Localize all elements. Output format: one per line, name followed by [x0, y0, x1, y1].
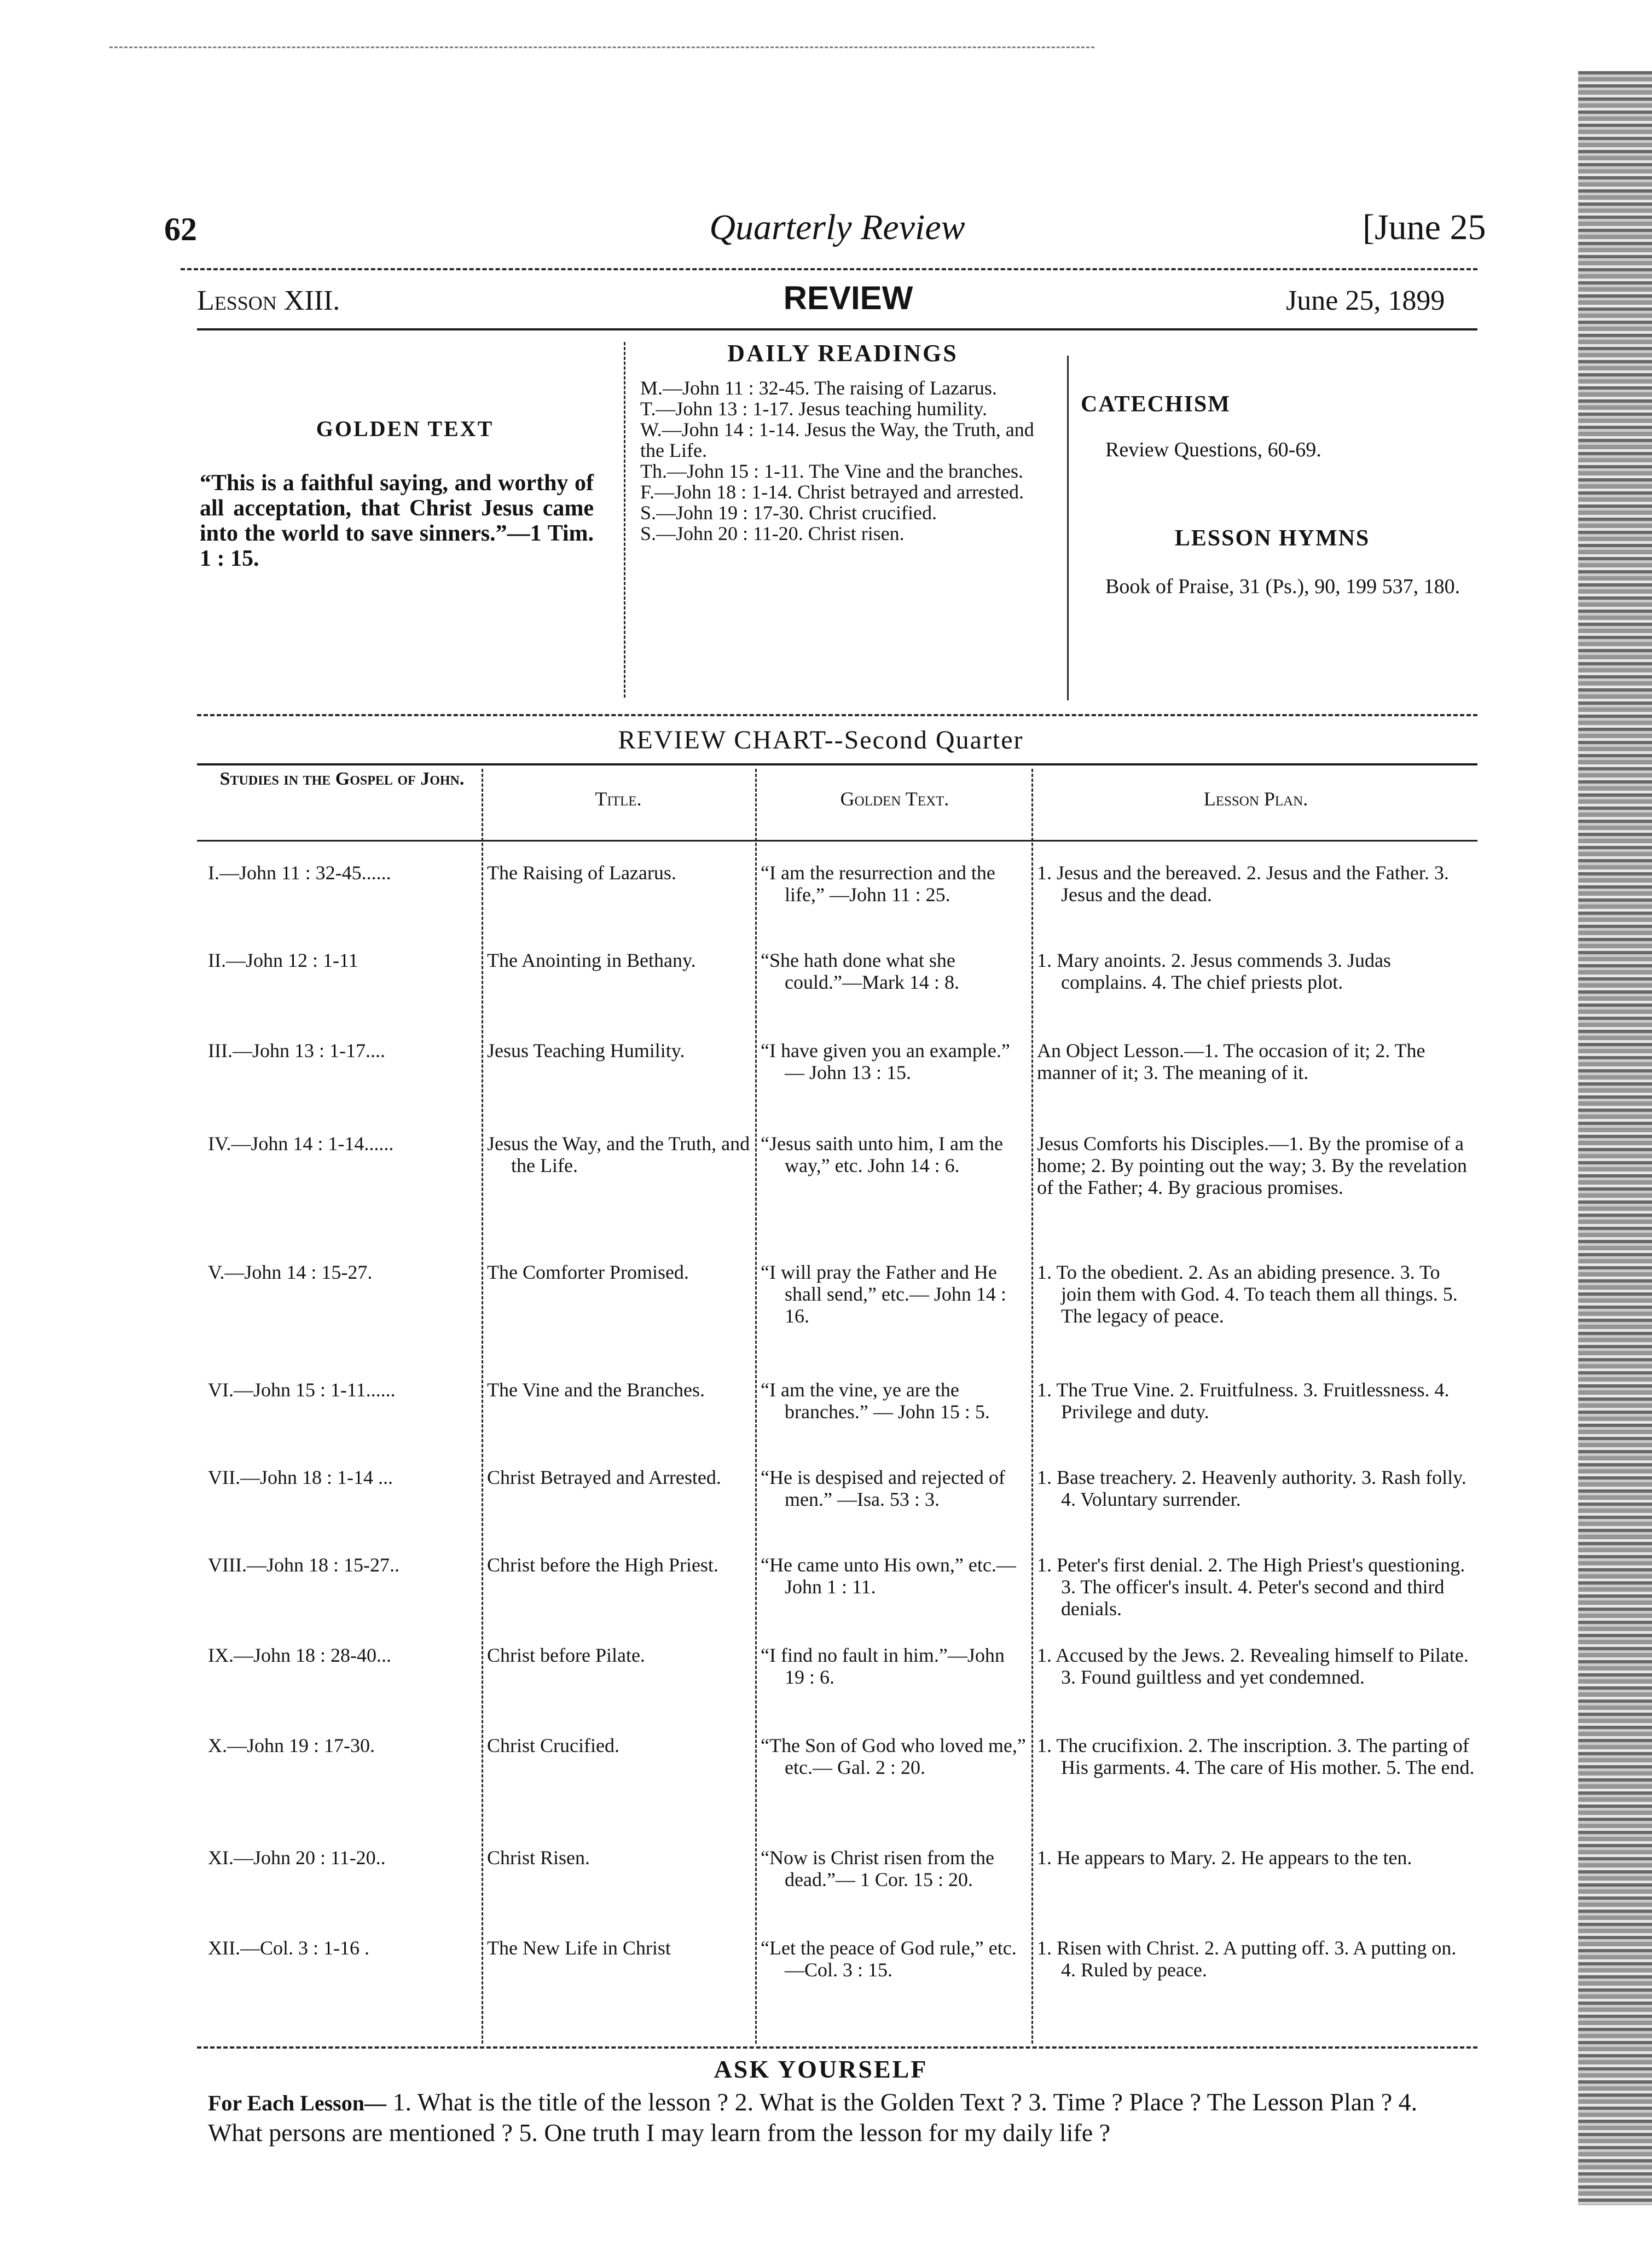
row-golden: “I find no fault in him.”—John 19 : 6. — [761, 1644, 1005, 1688]
row-plan: 1. Base treachery. 2. Heavenly authority. 3. Rash folly. 4. Voluntary surrender. — [1037, 1466, 1466, 1510]
row-title: Christ Risen. — [487, 1847, 590, 1869]
col-header-title: Title. — [595, 788, 642, 810]
row-golden: “He came unto His own,” etc.— John 1 : 11. — [761, 1554, 1016, 1598]
divider-readings-right — [1067, 356, 1069, 700]
row-study: I.—John 11 : 32-45...... — [208, 862, 391, 884]
row-title: Christ Betrayed and Arrested. — [487, 1466, 721, 1488]
row-golden: “I will pray the Father and He shall send,” etc.— John 14 : 16. — [761, 1261, 1006, 1327]
lesson-title: REVIEW — [783, 280, 913, 316]
chart-col-divider-1 — [482, 769, 483, 2044]
row-plan: An Object Lesson.—1. The occasion of it; 2. The manner of it; 3. The meaning of it. — [1037, 1040, 1425, 1083]
row-study: VII.—John 18 : 1-14 ... — [208, 1466, 393, 1488]
row-golden: “She hath done what she could.”—Mark 14 : 8. — [761, 949, 959, 993]
row-plan: 1. Jesus and the bereaved. 2. Jesus and the Father. 3. Jesus and the dead. — [1037, 862, 1449, 906]
row-plan: 1. Mary anoints. 2. Jesus commends 3. Judas complains. 4. The chief priests plot. — [1037, 949, 1391, 993]
chart-col-divider-3 — [1031, 769, 1033, 2044]
row-study: XII.—Col. 3 : 1-16 . — [208, 1937, 369, 1959]
row-study: VI.—John 15 : 1-11...... — [208, 1379, 396, 1401]
lesson-number: Lesson XIII. — [197, 285, 340, 316]
row-title: The New Life in Christ — [487, 1937, 671, 1959]
row-study: X.—John 19 : 17-30. — [208, 1735, 375, 1756]
row-title: Jesus Teaching Humility. — [487, 1040, 685, 1062]
row-study: II.—John 12 : 1-11 — [208, 949, 358, 971]
chart-top-rule — [197, 763, 1477, 765]
reading-item: W.—John 14 : 1-14. Jesus the Way, the Truth, and the Life. — [640, 419, 1034, 461]
col-header-plan: Lesson Plan. — [1203, 788, 1308, 810]
ask-yourself-lead: For Each Lesson— — [208, 2091, 386, 2115]
hymns-heading: LESSON HYMNS — [1174, 526, 1370, 551]
row-golden: “I am the resurrection and the life,” —John 11 : 25. — [761, 862, 995, 906]
header-rule — [181, 268, 1477, 270]
col-header-golden: Golden Text. — [840, 788, 949, 810]
golden-text-body: “This is a faithful saying, and worthy of all acceptation, that Christ Jesus came into the world to save sinners.”—1 Tim. 1 : 15. — [200, 471, 594, 571]
row-golden: “Let the peace of God rule,” etc.—Col. 3 : 15. — [761, 1937, 1017, 1981]
row-study: V.—John 14 : 15-27. — [208, 1261, 373, 1283]
row-golden: “The Son of God who loved me,” etc.— Gal. 2 : 20. — [761, 1735, 1026, 1778]
running-title: Quarterly Review — [709, 207, 965, 247]
row-golden: “Jesus saith unto him, I am the way,” etc. John 14 : 6. — [761, 1133, 1003, 1176]
review-chart-heading: REVIEW CHART--Second Quarter — [618, 726, 1024, 755]
page-number: 62 — [164, 211, 197, 247]
daily-readings-list — [640, 378, 1045, 544]
row-study: IV.—John 14 : 1-14...... — [208, 1133, 394, 1155]
scan-artifact-line — [109, 47, 1094, 48]
row-golden: “He is despised and rejected of men.” —Isa. 53 : 3. — [761, 1466, 1005, 1510]
ask-yourself-block — [208, 2087, 1466, 2148]
row-study: XI.—John 20 : 11-20.. — [208, 1847, 386, 1869]
row-plan: Jesus Comforts his Disciples.—1. By the promise of a home; 2. By pointing out the way; 3. By the revelation of the Father; 4. By gracious promises. — [1037, 1133, 1467, 1198]
row-golden: “I have given you an example.” — John 13 : 15. — [761, 1040, 1010, 1083]
page-binding-edge — [1578, 71, 1652, 2205]
row-title: Christ Crucified. — [487, 1735, 619, 1756]
ask-yourself-questions: 1. What is the title of the lesson ? 2. What is the Golden Text ? 3. Time ? Place ? The Lesson Plan ? 4. What persons are mentioned ? 5. One truth I may learn from the lesson for my daily life ? — [208, 2088, 1418, 2147]
row-plan: 1. He appears to Mary. 2. He appears to the ten. — [1037, 1847, 1412, 1869]
row-plan: 1. Risen with Christ. 2. A putting off. 3. A putting on. 4. Ruled by peace. — [1037, 1937, 1457, 1981]
row-title: The Raising of Lazarus. — [487, 862, 676, 884]
reading-item: S.—John 19 : 17-30. Christ crucified. — [640, 502, 937, 524]
chart-col-divider-2 — [755, 769, 757, 2044]
row-golden: “Now is Christ risen from the dead.”— 1 Cor. 15 : 20. — [761, 1847, 994, 1890]
row-title: Jesus the Way, and the Truth, and the Life. — [487, 1133, 750, 1176]
daily-readings-heading: DAILY READINGS — [727, 340, 958, 367]
reading-item: F.—John 18 : 1-14. Christ betrayed and arrested. — [640, 481, 1024, 503]
chart-bottom-rule — [197, 2046, 1477, 2049]
reading-item: S.—John 20 : 11-20. Christ risen. — [640, 523, 905, 544]
running-date: [June 25 — [1363, 207, 1486, 247]
row-plan: 1. Peter's first denial. 2. The High Priest's questioning. 3. The officer's insult. 4. Peter's second and third denials. — [1037, 1554, 1465, 1620]
chart-header-rule — [197, 840, 1477, 842]
lesson-date: June 25, 1899 — [1286, 285, 1445, 316]
row-plan: 1. To the obedient. 2. As an abiding presence. 3. To join them with God. 4. To teach them all things. 5. The legacy of peace. — [1037, 1261, 1458, 1327]
reading-item: Th.—John 15 : 1-11. The Vine and the branches. — [640, 460, 1024, 482]
row-title: The Vine and the Branches. — [487, 1379, 705, 1401]
row-plan: 1. Accused by the Jews. 2. Revealing himself to Pilate. 3. Found guiltless and yet condemned. — [1037, 1644, 1469, 1688]
row-golden: “I am the vine, ye are the branches.” — John 15 : 5. — [761, 1379, 990, 1423]
row-title: Christ before the High Priest. — [487, 1554, 718, 1576]
readings-bottom-rule — [197, 714, 1477, 716]
divider-readings-left — [624, 342, 625, 698]
row-study: IX.—John 18 : 28-40... — [208, 1644, 391, 1666]
reading-item: T.—John 13 : 1-17. Jesus teaching humility. — [640, 398, 987, 420]
row-title: The Comforter Promised. — [487, 1261, 689, 1283]
col-header-studies: Studies in the Gospel of John. — [219, 769, 465, 789]
lesson-rule — [197, 328, 1477, 330]
row-study: III.—John 13 : 1-17.... — [208, 1040, 385, 1062]
ask-yourself-heading: ASK YOURSELF — [714, 2055, 928, 2083]
hymns-body: Book of Praise, 31 (Ps.), 90, 199 537, 180. — [1105, 575, 1460, 598]
catechism-body: Review Questions, 60-69. — [1105, 438, 1321, 461]
golden-text-heading: GOLDEN TEXT — [316, 416, 494, 441]
row-plan: 1. The True Vine. 2. Fruitfulness. 3. Fruitlessness. 4. Privilege and duty. — [1037, 1379, 1450, 1423]
reading-item: M.—John 11 : 32-45. The raising of Lazarus. — [640, 377, 997, 399]
row-study: VIII.—John 18 : 15-27.. — [208, 1554, 399, 1576]
row-plan: 1. The crucifixion. 2. The inscription. 3. The parting of His garments. 4. The care of His mother. 5. The end. — [1037, 1735, 1475, 1778]
catechism-heading: CATECHISM — [1081, 392, 1231, 417]
row-title: Christ before Pilate. — [487, 1644, 645, 1666]
row-title: The Anointing in Bethany. — [487, 949, 696, 971]
